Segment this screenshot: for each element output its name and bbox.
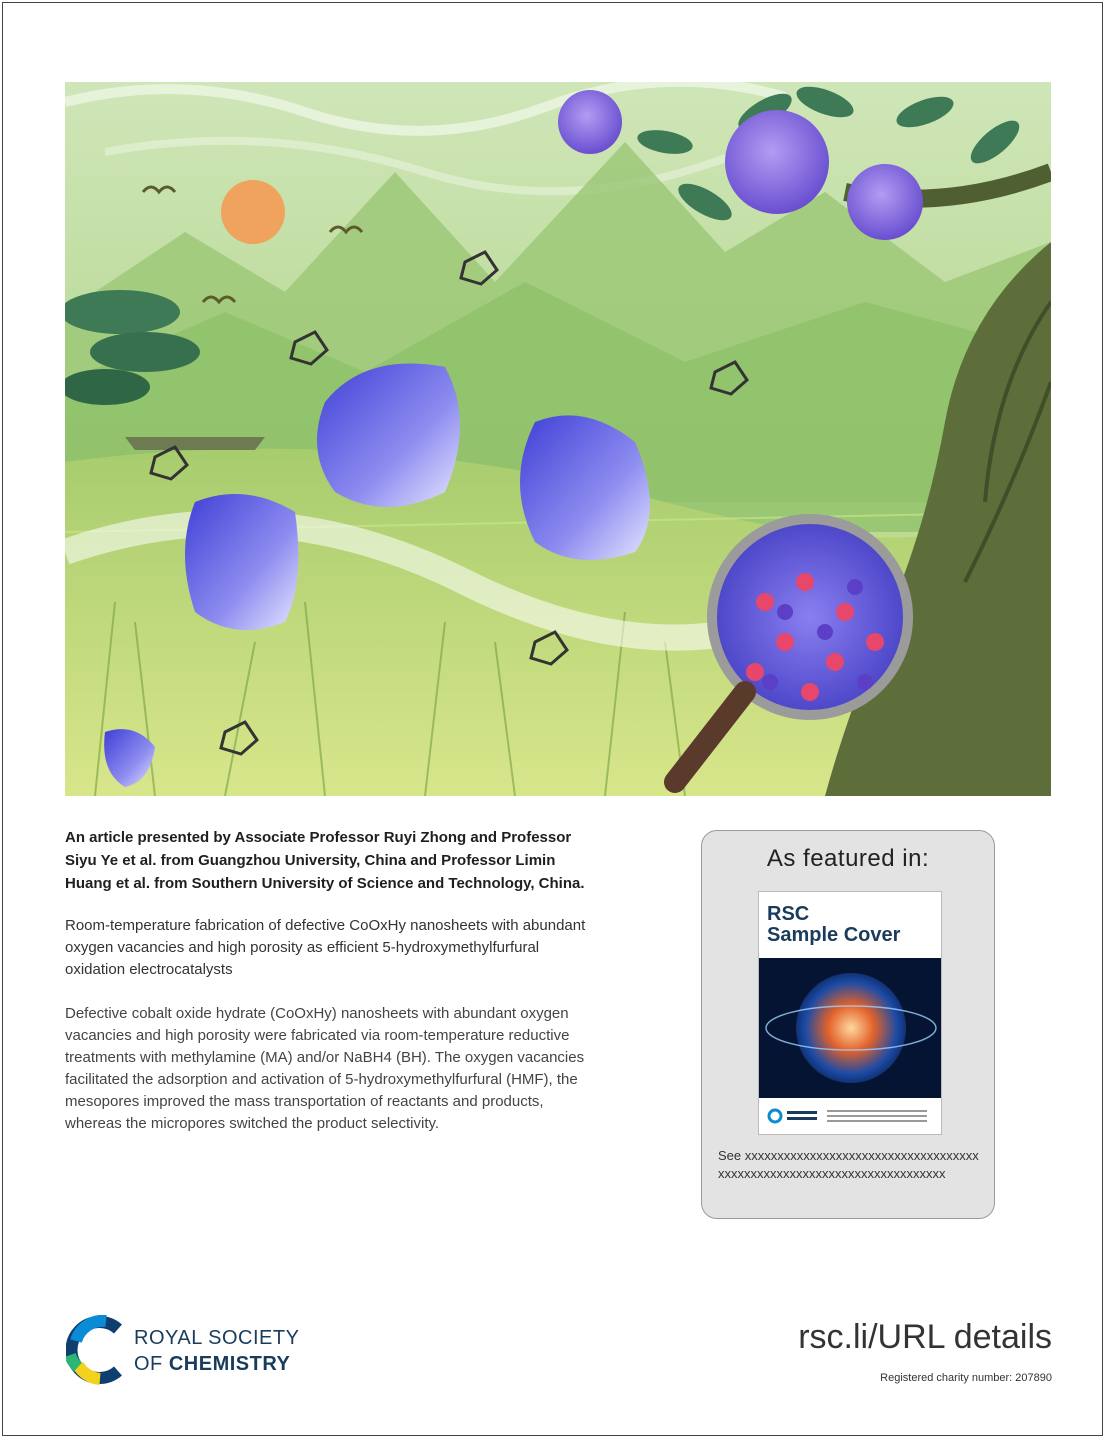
featured-title: As featured in: <box>766 845 930 872</box>
article-abstract: Defective cobalt oxide hydrate (CoOxHy) nanosheets with abundant oxygen vacancies and high porosity were fabricated via room-temperature reductive treatments with methylamine (MA) and/or NaBH4 (BH). The oxygen vacancies facilitated the adsorption and activation of 5-hydroxymethylfurfural (HMF), the mesopores improved the mass transportation of reactants and products, whereas the micropores switched the product selectivity. <box>65 1005 585 1132</box>
rsc-logo[interactable] <box>66 1315 356 1385</box>
logo-line1: ROYAL SOCIETY <box>134 1327 300 1349</box>
article-headline: Room-temperature fabrication of defective CoOxHy nanosheets with abundant oxygen vacancies and high porosity as efficient 5-hydroxymethylfurfural oxidation electrocatalysts <box>65 917 586 978</box>
sample-cover-footer <box>767 1106 935 1130</box>
featured-in-box <box>701 830 995 1219</box>
rsc-logo-mark-icon <box>66 1315 126 1385</box>
charity-number: Registered charity number: 207890 <box>880 1372 1052 1384</box>
article-description <box>65 826 595 1135</box>
sample-cover-thumbnail[interactable] <box>758 891 942 1135</box>
logo-line2-prefix: OF <box>134 1353 169 1375</box>
logo-line2 <box>134 1353 290 1376</box>
presenter-text: An article presented by Associate Professor Ruyi Zhong and Professor Siyu Ye et al. from Guangzhou University, China and Professor Limin Huang et al. from Southern University of Science and Technology, China. <box>65 829 585 892</box>
sample-cover-title-line2: Sample Cover <box>767 924 901 946</box>
cover-illustration <box>65 82 1051 796</box>
see-reference: See xxxxxxxxxxxxxxxxxxxxxxxxxxxxxxxxxxxxxxxxxxxxxxxxxxxxxxxxxxxxxxxxxxxxxxx <box>718 1148 979 1181</box>
sample-cover-image <box>759 958 942 1098</box>
logo-line2-bold: CHEMISTRY <box>168 1353 291 1375</box>
sample-cover-title-line1: RSC <box>767 903 810 925</box>
article-url[interactable]: rsc.li/URL details <box>798 1318 1052 1356</box>
sample-cover-title <box>767 904 900 946</box>
